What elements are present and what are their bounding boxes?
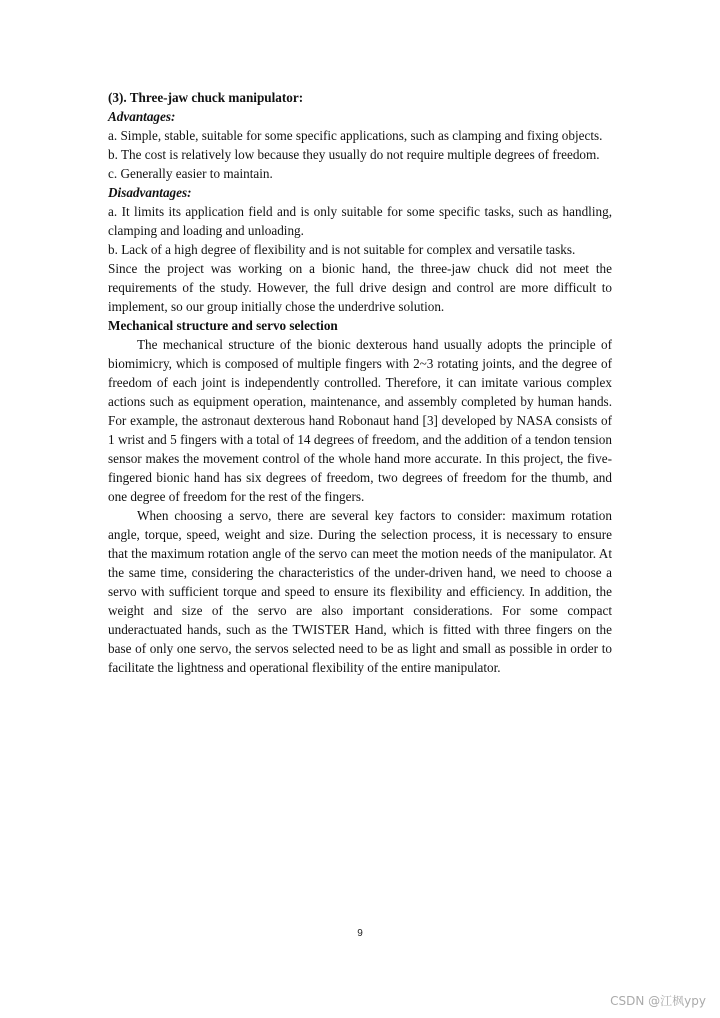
mechanical-heading: Mechanical structure and servo selection (108, 318, 338, 333)
advantage-item-b: b. The cost is relatively low because they usually do not require multiple degrees of freedom. (108, 147, 600, 162)
mechanical-paragraph-2: When choosing a servo, there are several key factors to consider: maximum rotation angle, torque, speed, weight and size. During the selection process, it is necessary to ensure that the maximum rotation angle of the servo can meet the motion needs of the manipulator. At the same time, considering the characteristics of the under-driven hand, we need to choose a servo with sufficient torque and speed to ensure its flexibility and efficiency. In addition, the weight and size of the servo are also important considerations. For some compact underactuated hands, such as the TWISTER Hand, which is fitted with three fingers on the base of only one servo, the servos selected need to be as light and small as possible in order to facilitate the lightness and operational flexibility of the entire manipulator. (108, 508, 612, 675)
conclusion-paragraph: Since the project was working on a bionic hand, the three-jaw chuck did not meet the requirements of the study. However, the full drive design and control are more difficult to implement, so our group initially chose the underdrive solution. (108, 261, 612, 314)
page-number: 9 (357, 928, 363, 939)
disadvantage-item-a: a. It limits its application field and is only suitable for some specific tasks, such as handling, clamping and loading and unloading. (108, 204, 612, 238)
disadvantages-heading: Disadvantages: (108, 185, 192, 200)
section-title: (3). Three-jaw chuck manipulator: (108, 90, 304, 105)
advantage-item-a: a. Simple, stable, suitable for some specific applications, such as clamping and fixing objects. (108, 128, 603, 143)
page-body (108, 88, 612, 677)
advantages-heading: Advantages: (108, 109, 176, 124)
disadvantage-item-b: b. Lack of a high degree of flexibility and is not suitable for complex and versatile tasks. (108, 242, 576, 257)
watermark: CSDN @江枫ypy (610, 994, 706, 1008)
advantage-item-c: c. Generally easier to maintain. (108, 166, 273, 181)
mechanical-paragraph-1: The mechanical structure of the bionic dexterous hand usually adopts the principle of biomimicry, which is composed of multiple fingers with 2~3 rotating joints, and the degree of freedom of each joint is independently controlled. Therefore, it can imitate various complex actions such as equipment operation, maintenance, and assembly completed by human hands. For example, the astronaut dexterous hand Robonaut hand [3] developed by NASA consists of 1 wrist and 5 fingers with a total of 14 degrees of freedom, and the addition of a tendon tension sensor makes the movement control of the whole hand more accurate. In this project, the five-fingered bionic hand has six degrees of freedom, two degrees of freedom for the thumb, and one degree of freedom for the rest of the fingers. (108, 337, 612, 504)
